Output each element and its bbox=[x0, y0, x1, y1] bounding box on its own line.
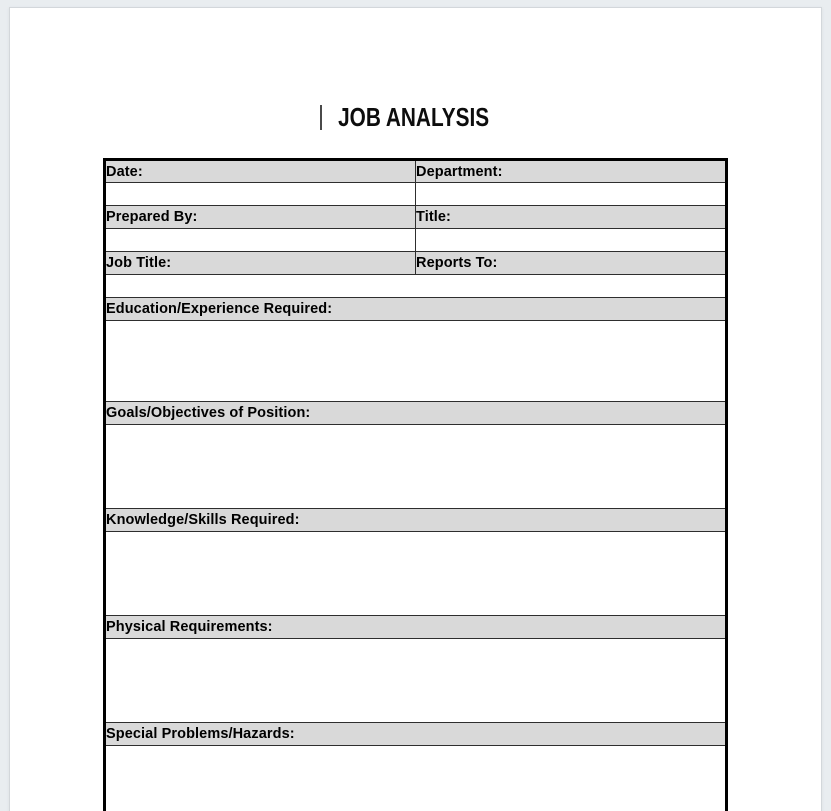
section-input-knowledge-skills[interactable] bbox=[105, 532, 727, 616]
table-row bbox=[105, 252, 727, 275]
table-row bbox=[105, 532, 727, 616]
document-page[interactable] bbox=[9, 7, 822, 811]
field-input-prepared-by[interactable] bbox=[105, 229, 416, 252]
field-input-job-title-reports-to[interactable] bbox=[105, 275, 727, 298]
document-title[interactable]: JOB ANALYSIS bbox=[337, 102, 489, 132]
section-label-education-experience: Education/Experience Required: bbox=[105, 298, 727, 321]
table-row bbox=[105, 425, 727, 509]
table-row bbox=[105, 183, 727, 206]
field-input-department[interactable] bbox=[416, 183, 727, 206]
field-input-date[interactable] bbox=[105, 183, 416, 206]
text-caret bbox=[320, 105, 322, 130]
field-label-prepared-by: Prepared By: bbox=[105, 206, 416, 229]
section-label-goals-objectives: Goals/Objectives of Position: bbox=[105, 402, 727, 425]
field-input-title[interactable] bbox=[416, 229, 727, 252]
section-input-physical-requirements[interactable] bbox=[105, 639, 727, 723]
table-row bbox=[105, 639, 727, 723]
field-label-title: Title: bbox=[416, 206, 727, 229]
section-label-special-problems-hazards: Special Problems/Hazards: bbox=[105, 723, 727, 746]
job-analysis-table bbox=[103, 158, 728, 811]
table-row bbox=[105, 229, 727, 252]
section-label-knowledge-skills: Knowledge/Skills Required: bbox=[105, 509, 727, 532]
table-row bbox=[105, 402, 727, 425]
table-row bbox=[105, 275, 727, 298]
field-label-job-title: Job Title: bbox=[105, 252, 416, 275]
field-label-date: Date: bbox=[105, 160, 416, 183]
table-row bbox=[105, 206, 727, 229]
field-label-reports-to: Reports To: bbox=[416, 252, 727, 275]
table-row bbox=[105, 160, 727, 183]
field-label-department: Department: bbox=[416, 160, 727, 183]
table-row bbox=[105, 321, 727, 402]
section-input-goals-objectives[interactable] bbox=[105, 425, 727, 509]
section-label-physical-requirements: Physical Requirements: bbox=[105, 616, 727, 639]
title-line[interactable] bbox=[10, 102, 821, 136]
table-row bbox=[105, 746, 727, 811]
table-row bbox=[105, 616, 727, 639]
table-row bbox=[105, 723, 727, 746]
table-row bbox=[105, 509, 727, 532]
table-row bbox=[105, 298, 727, 321]
section-input-special-problems-hazards[interactable] bbox=[105, 746, 727, 811]
section-input-education-experience[interactable] bbox=[105, 321, 727, 402]
